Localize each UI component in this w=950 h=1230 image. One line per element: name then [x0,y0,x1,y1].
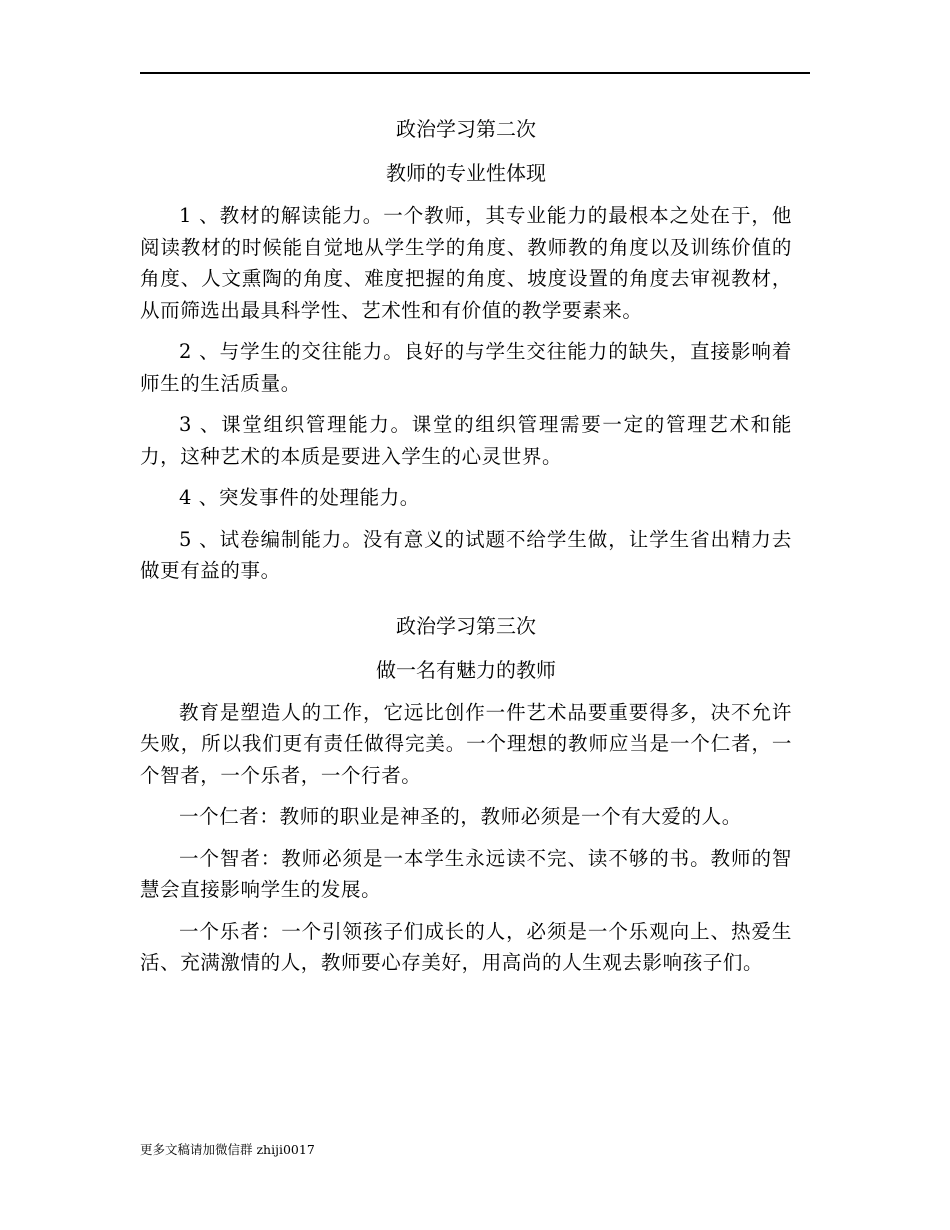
paragraph: 一个仁者：教师的职业是神圣的，教师必须是一个有大爱的人。 [179,805,742,828]
paragraph: 一个乐者：一个引领孩子们成长的人，必须是一个乐观向上、热爱生活、充满激情的人，教师要心存美好，用高尚的人生观去影响孩子们。 [140,919,792,974]
section-politics-study-2 [140,112,792,587]
section-subtitle: 教师的专业性体现 [386,161,546,185]
footer-note: 更多文稿请加微信群 zhiji0017 [140,1142,315,1157]
header-rule [140,72,810,74]
section-subtitle: 做一名有魅力的教师 [376,657,556,682]
paragraph: 一个智者：教师必须是一本学生永远读不完、读不够的书。教师的智慧会直接影响学生的发展。 [140,846,792,901]
paragraph: 3 、课堂组织管理能力。课堂的组织管理需要一定的管理艺术和能力，这种艺术的本质是要进入学生的心灵世界。 [140,413,792,468]
paragraph: 1 、教材的解读能力。一个教师，其专业能力的最根本之处在于，他阅读教材的时候能自觉地从学生学的角度、教师教的角度以及训练价值的角度、人文熏陶的角度、难度把握的角度、坡度设置的角度去审视教材，从而筛选出最具科学性、艺术性和有价值的教学要素来。 [140,204,792,322]
paragraph: 5 、试卷编制能力。没有意义的试题不给学生做，让学生省出精力去做更有益的事。 [140,527,792,582]
paragraph: 2 、与学生的交往能力。良好的与学生交往能力的缺失，直接影响着师生的生活质量。 [140,340,792,395]
document-body [140,112,792,989]
paragraph: 教育是塑造人的工作，它远比创作一件艺术品要重要得多，决不允许失败，所以我们更有责任做得完美。一个理想的教师应当是一个仁者，一个智者，一个乐者，一个行者。 [140,700,792,787]
section-title: 政治学习第三次 [396,613,536,638]
section-title: 政治学习第二次 [396,117,536,141]
paragraph: 4 、突发事件的处理能力。 [179,486,420,509]
section-politics-study-3 [140,609,792,979]
